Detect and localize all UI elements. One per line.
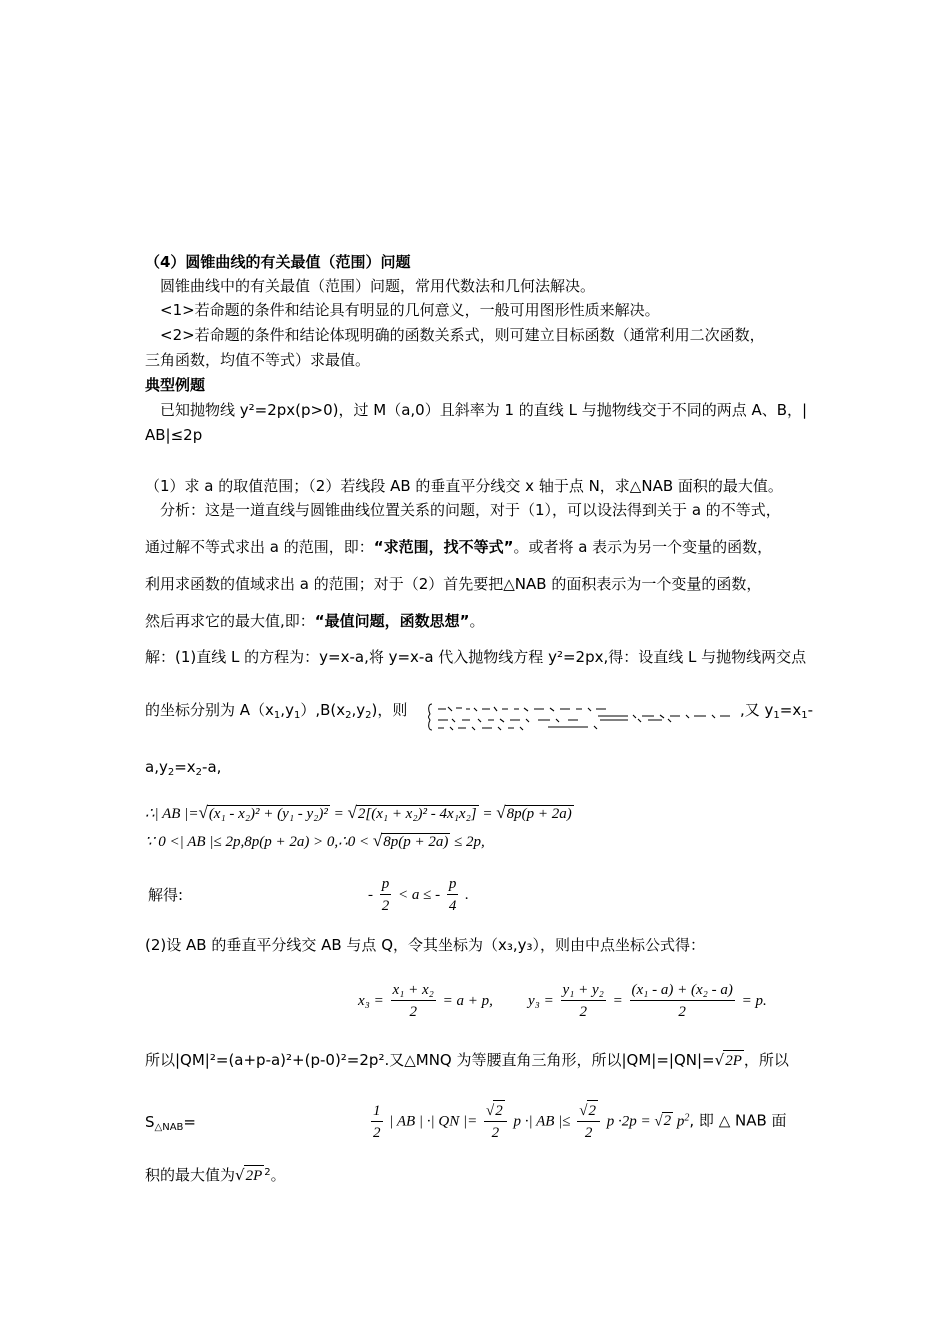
- solution-line-1: 解：(1)直线 L 的方程为：y=x-a,将 y=x-a 代入抛物线方程 y²=2px,得：设直线 L 与抛物线两交点: [145, 648, 807, 666]
- analysis-line-1: 分析：这是一道直线与圆锥曲线位置关系的问题，对于（1），可以设法得到关于 a 的不等式，: [160, 501, 781, 519]
- qm-line: 所以|QM|²=(a+p-a)²+(p-0)²=2p².又△MNQ 为等腰直角三角形，所以|QM|=|QN|=√2P ，所以: [145, 1051, 789, 1069]
- midpoint-x: x₃ = $\frac{\text{x₁ + x₂}}{2}$ = a + p,: [358, 982, 493, 1020]
- midpoint-y: y₃ = $\frac{\text{y₁ + y₂}}{2}$ = $\frac{\text{(x₁ - a) + (x₂ - a)}}{2}$ = p.: [528, 982, 767, 1020]
- solve-range: - $\frac{p}{2}$ < a ≤ - $\frac{p}{4}$ .: [368, 876, 469, 914]
- point-1: <1>若命题的条件和结论具有明显的几何意义，一般可用图形性质来解决。: [160, 301, 660, 319]
- inequality-ab: ∵ 0 <| AB |≤ 2p,8p(p + 2a) > 0,∴0 < √8p(p + 2a) ≤ 2p,: [145, 831, 485, 850]
- analysis-line-4: 然后再求它的最大值,即：“最值问题，函数思想”。: [145, 612, 485, 630]
- equation-ab-length: ∴| AB |=√(x₁ - x₂)² + (y₁ - y₂)² = √2[(x₁ + x₂)² - 4x₁x₂] = √8p(p + 2a): [145, 803, 572, 822]
- solve-label: 解得:: [148, 886, 184, 904]
- emphasis-max: “最值问题，函数思想”: [314, 612, 470, 630]
- point-2-line-1: <2>若命题的条件和结论体现明确的函数关系式，则可建立目标函数（通常利用二次函数，: [160, 326, 765, 344]
- garbled-equation-system: [428, 700, 738, 734]
- solution-line-3: $a,y_2=x_2-a$,: [145, 758, 222, 778]
- problem-line-2: AB|≤2p: [145, 426, 203, 444]
- questions: （1）求 a 的取值范围；（2）若线段 AB 的垂直平分线交 x 轴于点 N，求△NAB 面积的最大值。: [145, 477, 783, 495]
- analysis-line-2: 通过解不等式求出 a 的范围，即：“求范围，找不等式”。或者将 a 表示为另一个变量的函数，: [145, 538, 773, 556]
- area-equation: $\frac{1}{2}$ | AB | ·| QN |= $\frac{√2}{2}$ p ·| AB |≤ $\frac{√2}{2}$ p ·2p = √2 $p^2$, 即 △ NAB 面: [368, 1100, 787, 1144]
- solution-line-2-tail: ,又 $y_1=x_1-$: [740, 701, 814, 721]
- part-2-intro: (2)设 AB 的垂直平分线交 AB 与点 Q，令其坐标为（x₃,y₃），则由中点坐标公式得：: [145, 936, 706, 954]
- intro-paragraph: 圆锥曲线中的有关最值（范围）问题，常用代数法和几何法解决。: [160, 277, 596, 295]
- section-heading: （4）圆锥曲线的有关最值（范围）问题: [145, 253, 411, 271]
- example-heading: 典型例题: [145, 376, 206, 394]
- point-2-line-2: 三角函数，均值不等式）求最值。: [145, 351, 371, 369]
- final-answer: 积的最大值为√2P $^2$。: [145, 1166, 286, 1184]
- problem-line-1: 已知抛物线 y²=2px(p>0)，过 M（a,0）且斜率为 1 的直线 L 与抛物线交于不同的两点 A、B，|: [160, 401, 808, 419]
- emphasis-range: “求范围，找不等式”: [373, 538, 514, 556]
- analysis-line-3: 利用求函数的值域求出 a 的范围；对于（2）首先要把△NAB 的面积表示为一个变量的函数，: [145, 575, 762, 593]
- area-label: $S_{\triangle NAB}=$: [145, 1113, 196, 1133]
- solution-line-2: 的坐标分别为 $A(x_1,y_1),B(x_2,y_2)$，则: [145, 701, 408, 721]
